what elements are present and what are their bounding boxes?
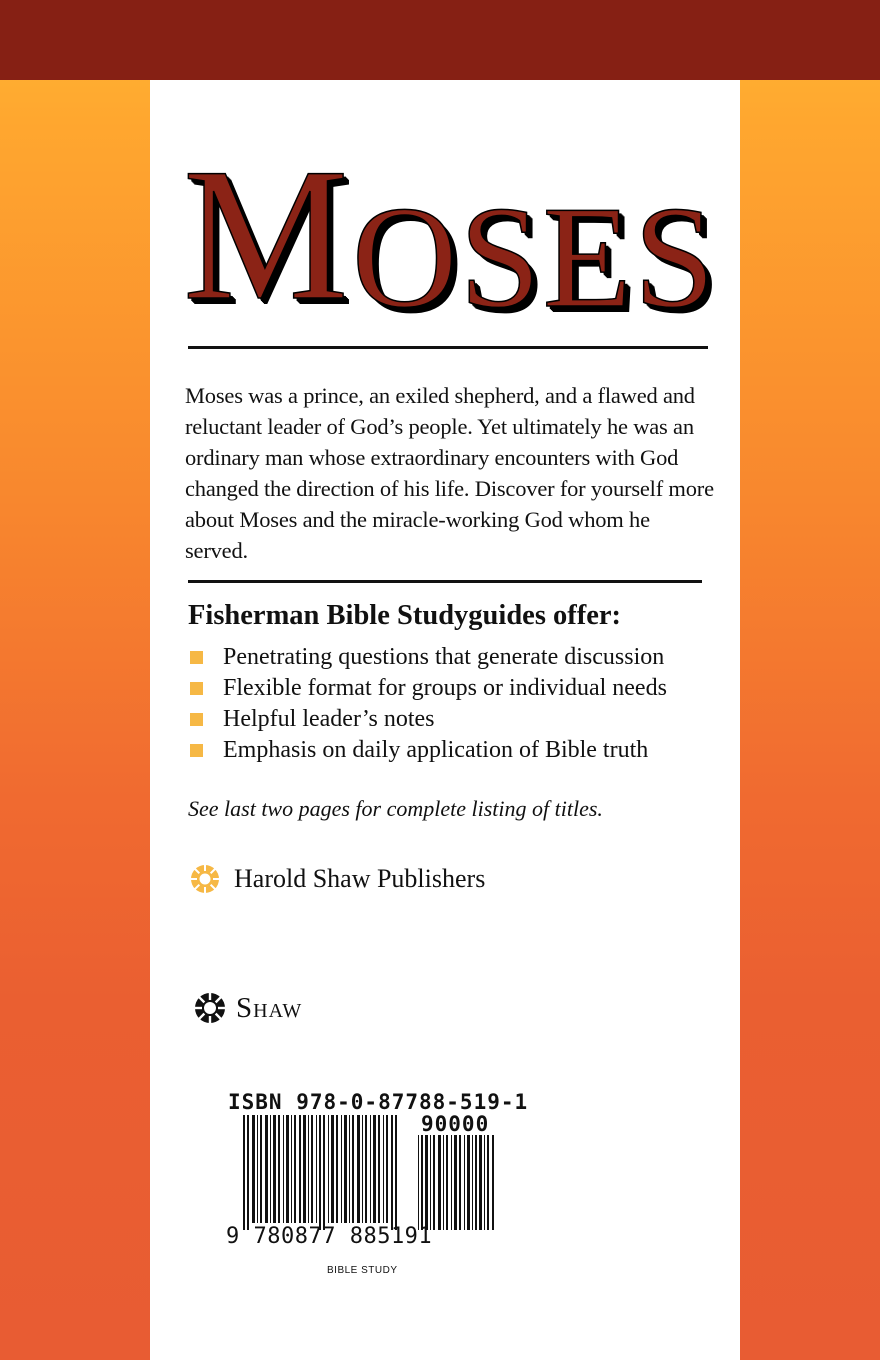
feature-text: Emphasis on daily application of Bible truth (223, 737, 649, 763)
title-rest: OSES (351, 176, 717, 338)
sunburst-logo-icon (192, 990, 228, 1026)
bullet-icon (190, 713, 203, 726)
feature-text: Helpful leader’s notes (223, 706, 435, 732)
feature-text: Penetrating questions that generate discussion (223, 644, 665, 670)
imprint-name: Shaw (236, 991, 303, 1024)
feature-list (190, 642, 667, 766)
bullet-icon (190, 682, 203, 695)
titles-note: See last two pages for complete listing of titles. (188, 796, 603, 821)
list-item (190, 704, 667, 735)
publisher-line (188, 862, 485, 896)
book-title (183, 130, 717, 340)
barcode-number: 9 780877 885191 (226, 1224, 433, 1249)
isbn-label: ISBN 978-0-87788-519-1 (228, 1090, 529, 1114)
bullet-icon (190, 744, 203, 757)
title-divider (188, 346, 708, 349)
bullet-icon (190, 651, 203, 664)
supplement-code: 90000 (421, 1112, 490, 1136)
offer-heading: Fisherman Bible Studyguides offer: (188, 600, 622, 631)
category-label: BIBLE STUDY (327, 1265, 398, 1276)
sunburst-logo-icon (188, 862, 222, 896)
publisher-name: Harold Shaw Publishers (234, 864, 486, 893)
list-item (190, 642, 667, 673)
book-description: Moses was a prince, an exiled shepherd, and a flawed and reluctant leader of God’s people. Yet ultimately he was an ordinary man whose extraordinary encounters with God changed the direction of his life. Discover for yourself more about Moses and the miracle-working God whom he served. (185, 383, 714, 563)
top-color-band (0, 0, 880, 80)
feature-text: Flexible format for groups or individual needs (223, 675, 667, 701)
list-item (190, 735, 667, 766)
title-initial: M (183, 130, 349, 340)
list-item (190, 673, 667, 704)
imprint-logo (192, 990, 302, 1026)
description-divider (188, 580, 702, 583)
